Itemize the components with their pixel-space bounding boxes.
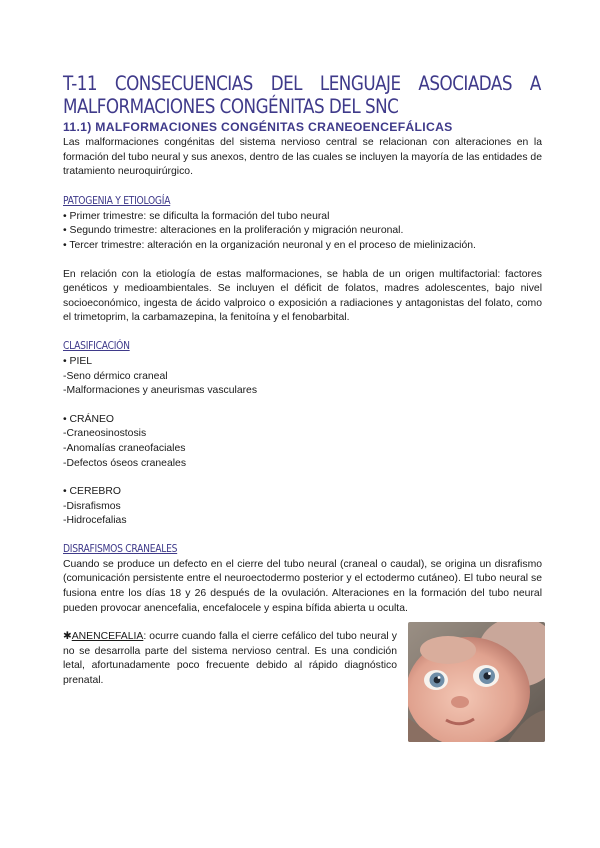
page-title bbox=[63, 72, 541, 118]
group-item: -Defectos óseos craneales bbox=[63, 457, 187, 469]
patogenia-bullet: • Segundo trimestre: alteraciones en la proliferación y migración neuronal. bbox=[63, 225, 404, 237]
section-subtitle: 11.1) MALFORMACIONES CONGÉNITAS CRANEOENCEFÁLICAS bbox=[63, 120, 453, 134]
group-title: • PIEL bbox=[63, 355, 93, 367]
group-item: -Disrafismos bbox=[63, 500, 121, 512]
group-item: -Seno dérmico craneal bbox=[63, 370, 168, 382]
anencefalia-block bbox=[63, 630, 542, 688]
clasificacion-heading: CLASIFICACIÓN bbox=[63, 340, 130, 352]
clasificacion-group-craneo bbox=[63, 413, 542, 471]
star-icon: ✱ bbox=[63, 631, 72, 643]
group-item: -Anomalías craneofaciales bbox=[63, 442, 186, 454]
infant-photo bbox=[408, 622, 545, 742]
group-item: -Malformaciones y aneurismas vasculares bbox=[63, 385, 258, 397]
patogenia-bullet: • Tercer trimestre: alteración en la organización neuronal y en el proceso de mielinización. bbox=[63, 239, 476, 251]
clasificacion-group-cerebro bbox=[63, 485, 542, 529]
group-title: • CRÁNEO bbox=[63, 413, 114, 425]
etiologia-paragraph: En relación con la etiología de estas malformaciones, se habla de un origen multifactorial: factores genéticos y medioambientales. Se incluyen el déficit de folatos, madres adolescentes, bajo nivel socioeconómico, ingesta de ácido valproico o exposición a radiaciones y antagonistas del folato, como el trimetoprim, la carbamazepina, la fenitoína y el fenobarbital. bbox=[63, 268, 542, 324]
disrafismos-paragraph: Cuando se produce un defecto en el cierre del tubo neural (craneal o caudal), se origina un disrafismo (comunicación persistente entre el neuroectodermo posterior y el ectodermo cutáneo). El tubo neural se fusiona entre los días 18 y 26 después de la ovulación. Alteraciones en la formación del tubo neural pueden provocar anencefalia, encefalocele y espina bífida abierta u oculta. bbox=[63, 558, 542, 614]
title-line-1: T-11 CONSECUENCIAS DEL LENGUAJE ASOCIADAS A bbox=[63, 72, 541, 95]
intro-paragraph: Las malformaciones congénitas del sistema nervioso central se relacionan con alteraciones en la formación del tubo neural y sus anexos, dentro de las cuales se incluyen la mayoría de las entidades de tratamiento neuroquirúrgico. bbox=[63, 137, 542, 178]
group-title: • CEREBRO bbox=[63, 486, 121, 498]
patogenia-heading: PATOGENIA Y ETIOLOGÍA bbox=[63, 195, 171, 207]
disrafismos-heading: DISRAFISMOS CRANEALES bbox=[63, 543, 178, 555]
anencefalia-text: : ocurre cuando falla el cierre cefálico del tubo neural y no se desarrolla parte del sistema nervioso central. Es una condición letal, afortunadamente poco frecuente debido al rápido diagnóstico prenatal. bbox=[63, 631, 397, 687]
patogenia-bullet: • Primer trimestre: se dificulta la formación del tubo neural bbox=[63, 210, 330, 222]
anencefalia-term: ANENCEFALIA bbox=[71, 631, 144, 643]
group-item: -Hidrocefalias bbox=[63, 515, 127, 527]
infant-photo-illustration bbox=[408, 622, 545, 742]
clasificacion-group-piel bbox=[63, 355, 542, 399]
group-item: -Craneosinostosis bbox=[63, 428, 147, 440]
title-line-2: MALFORMACIONES CONGÉNITAS DEL SNC bbox=[63, 95, 399, 118]
anencefalia-paragraph bbox=[63, 630, 397, 688]
document-page bbox=[63, 72, 542, 689]
